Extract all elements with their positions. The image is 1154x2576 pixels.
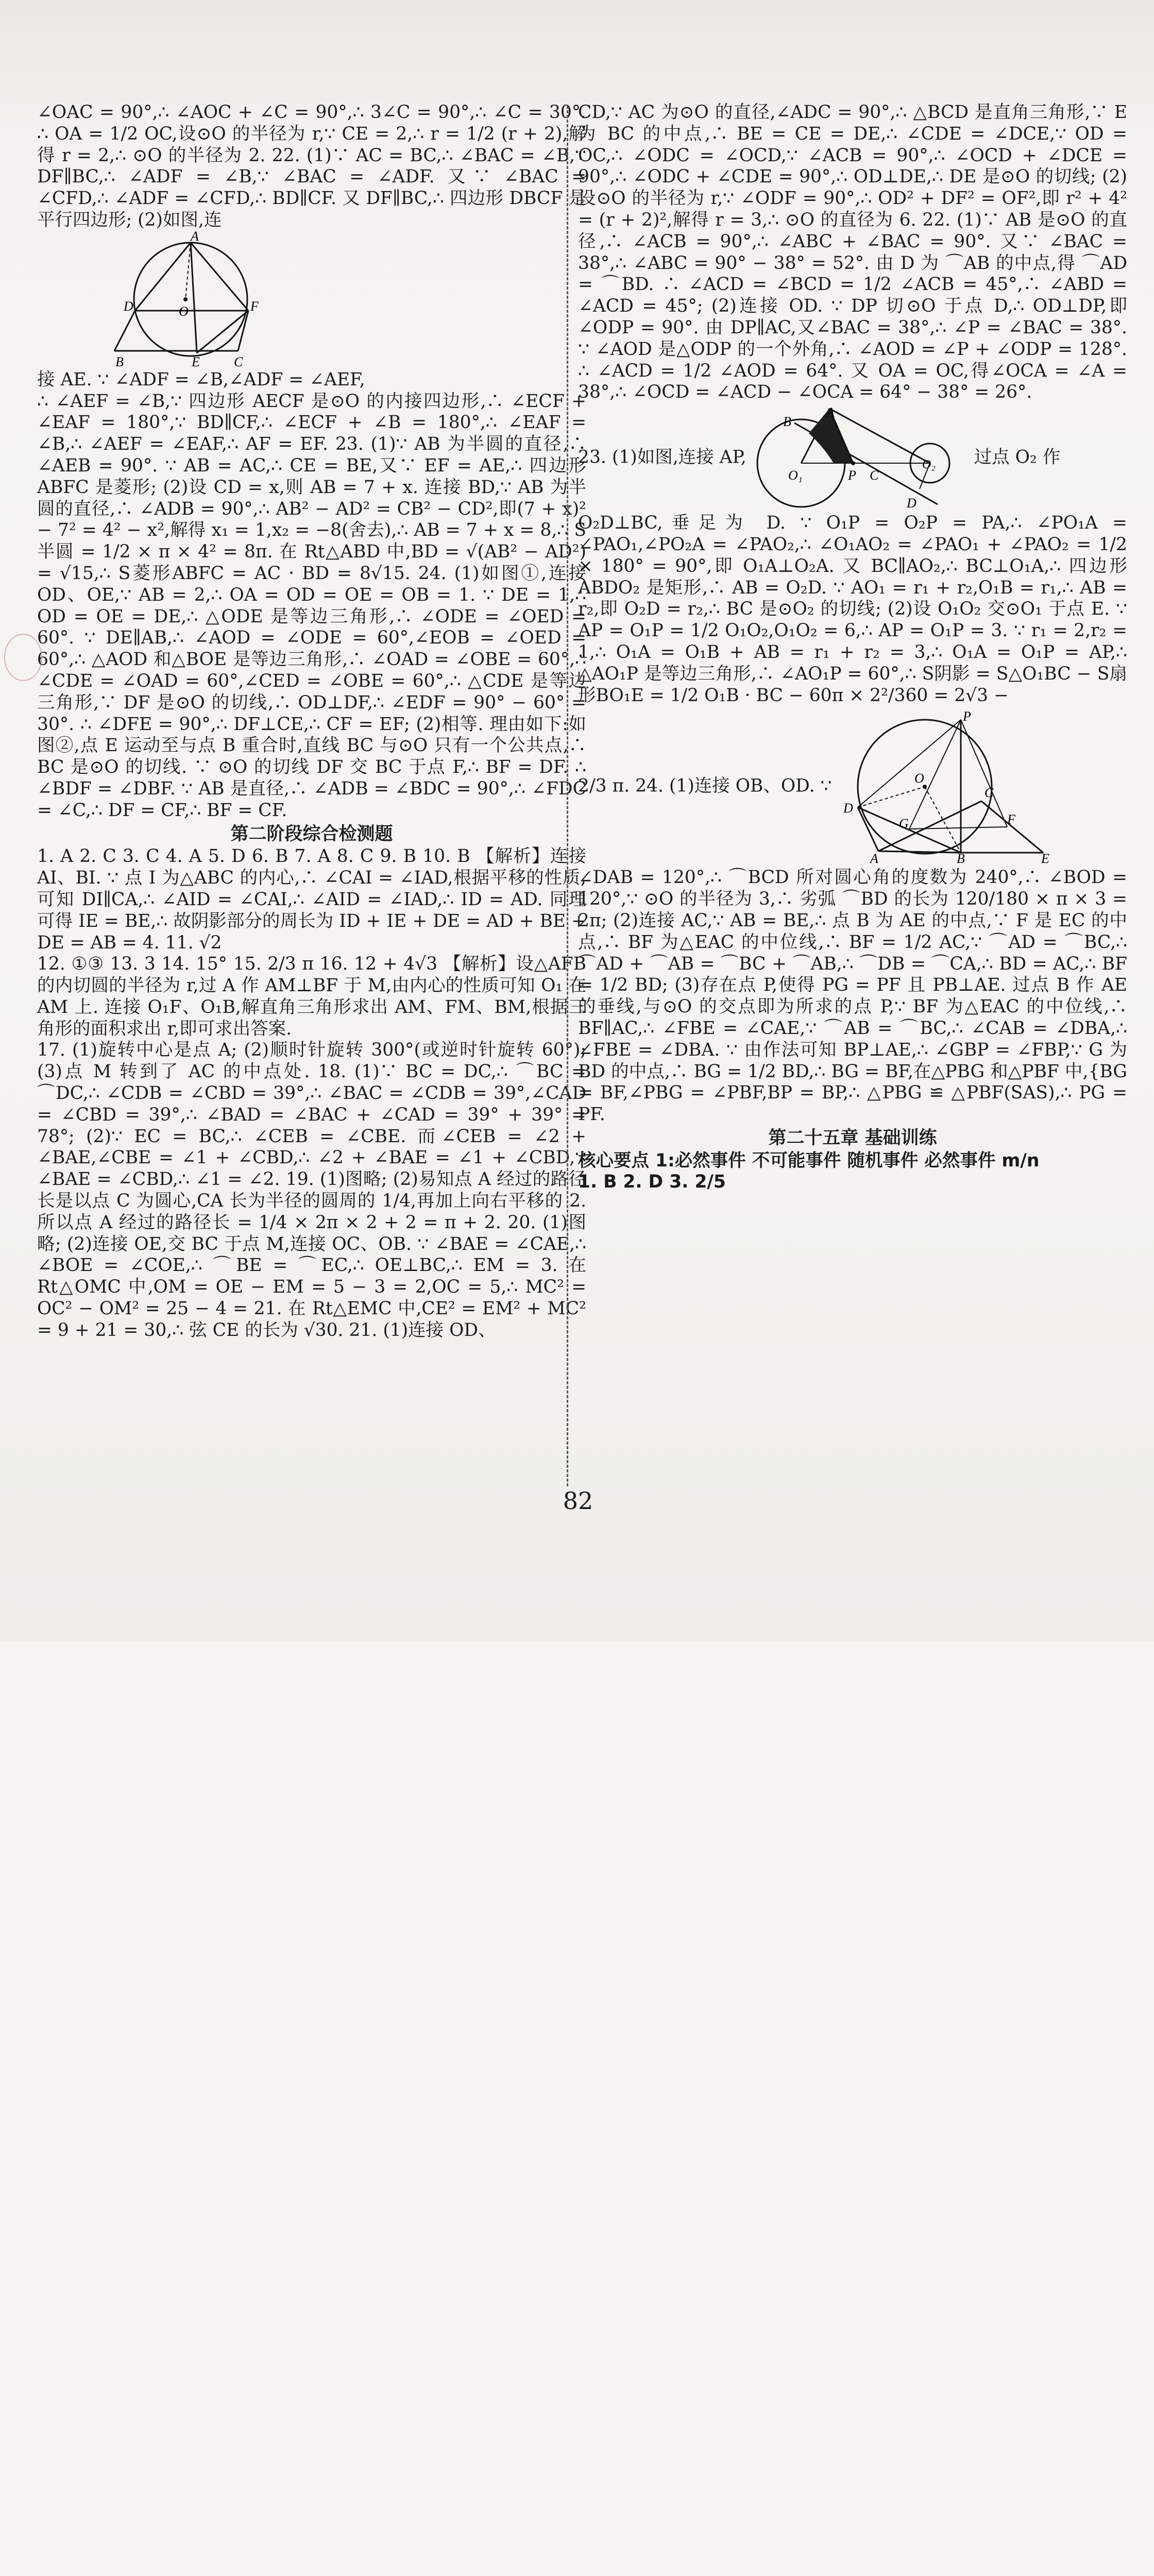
left-para-3: ∴ ∠AEF = ∠B,∵ 四边形 AECF 是⊙O 的内接四边形,∴ ∠ECF + ∠EAF = 180°,∵ BD∥CF,∴ ∠ECF + ∠B = 180°,∴ ∠EAF = ∠B,∴ ∠AEF = ∠EAF,∴ AF = EF. 23. (1)∵ AB 为半圆的直径,∴ ∠AEB = 90°. ∵ AB = AC,∴ CE = BE,又∵ EF = AE,∴ 四边形 ABFC 是菱形; (2)设 CD = x,则 AB = 7 + x. 连接 BD,∵ AB 为半圆的直径,∴ ∠ADB = 90°,∴ AB² − AD² = CB² − CD²,即(7 + x)² − 7² = 4² − x²,解得 x₁ = 1,x₂ = −8(舍去),∴ AB = 7 + x = 8,∴ S半圆 = 1/2 × π × 4² = 8π. 在 Rt△ABD 中,BD = √(AB² − AD²) = √15,∴ S菱形ABFC = AC · BD = 8√15. 24. (1)如图①,连接 OD、OE,∵ AB = 2,∴ OA = OD = OE = OB = 1. ∵ DE = 1,∴ OD = OE = DE,∴ △ODE 是等边三角形,∴ ∠ODE = ∠OED = 60°. ∵ DE∥AB,∴ ∠AOD = ∠ODE = 60°,∠EOB = ∠OED = 60°,∴ △AOD 和△BOE 是等边三角形,∴ ∠OAD = ∠OBE = 60°,∴ ∠CDE = ∠OAD = 60°,∠CED = ∠OBE = 60°,∴ △CDE 是等边三角形,∵ DF 是⊙O 的切线,∴ OD⊥DF,∴ ∠EDF = 90° − 60° = 30°. ∴ ∠DFE = 90°,∴ DF⊥CE,∴ CF = EF; (2)相等. 理由如下:如图②,点 E 运动至与点 B 重合时,直线 BC 与⊙O 只有一个公共点,∴ BC 是⊙O 的切线. ∵ ⊙O 的切线 DF 交 BC 于点 F,∴ BF = DF. ∴ ∠BDF = ∠DBF. ∵ AB 是直径,∴ ∠ADB = ∠BDC = 90°,∴ ∠FDC = ∠C,∴ DF = CF,∴ BF = CF. (37, 391, 586, 821)
fig3-row (578, 709, 1127, 867)
right-para-1: CD,∵ AC 为⊙O 的直径,∠ADC = 90°,∴ △BCD 是直角三角形,∵ E 为 BC 的中点,∴ BE = CE = DE,∴ ∠CDE = ∠DCE,∵ OD = OC,∴ ∠ODC = ∠OCD,∵ ∠ACB = 90°,∴ ∠OCD + ∠DCE = 90°,∴ ∠ODC + ∠CDE = 90°,∴ OD⊥DE,∴ DE 是⊙O 的切线; (2)设⊙O 的半径为 r,∵ ∠ODF = 90°,∴ OD² + DF² = OF²,即 r² + 4² = (r + 2)²,解得 r = 3,∴ ⊙O 的直径为 6. 22. (1)∵ AB 是⊙O 的直径,∴ ∠ACB = 90°,∴ ∠ABC + ∠BAC = 90°. 又∵ ∠BAC = 38°,∴ ∠ABC = 90° − 38° = 52°. 由 D 为 ⌒AB 的中点,得 ⌒AD = ⌒BD. ∴ ∠ACD = ∠BCD = 1/2 ∠ACB = 45°,∴ ∠ABD = ∠ACD = 45°; (2)连接 OD. ∵ DP 切⊙O 于点 D,∴ OD⊥DP,即∠ODP = 90°. 由 DP∥AC,又∠BAC = 38°,∴ ∠P = ∠BAC = 38°. ∵ ∠AOD 是△ODP 的一个外角,∴ ∠AOD = ∠P + ∠ODP = 128°. ∴ ∠ACD = 1/2 ∠AOD = 64°. 又 OA = OC,得∠OCA = ∠A = 38°,∴ ∠OCD = ∠ACD − ∠OCA = 64° − 38° = 26°. (578, 102, 1127, 403)
fig2-label-o2: O₂ (922, 458, 936, 472)
right-para-5: ∠DAB = 120°,∴ ⌒BCD 所对圆心角的度数为 240°,∴ ∠BOD = 120°,∵ ⊙O 的半径为 3,∴ 劣弧 ⌒BD 的长为 120/180 × π × 3 = 2π; (2)连接 AC,∵ AB = BE,∴ 点 B 为 AE 的中点,∵ F 是 EC 的中点,∴ BF 为△EAC 的中位线,∴ BF = 1/2 AC,∵ ⌒AD = ⌒BC,∴ ⌒AD + ⌒AB = ⌒BC + ⌒AB,∴ ⌒DB = ⌒CA,∴ BD = AC,∴ BF = 1/2 BD; (3)存在点 P,使得 PG = PF 且 PB⊥AE. 过点 B 作 AE 的垂线,与⊙O 的交点即为所求的点 P,∵ BF 为△EAC 的中位线,∴ BF∥AC,∴ ∠FBE = ∠CAE,∵ ⌒AB = ⌒BC,∴ ∠CAB = ∠DBA,∴ ∠FBE = ∠DBA. ∵ 由作法可知 BP⊥AE,∴ ∠GBP = ∠FBP,∵ G 为 BD 的中点,∴ BG = 1/2 BD,∴ BG = BF,在△PBG 和△PBF 中,{BG = BF,∠PBG = ∠PBF,BP = BP,∴ △PBG ≌ △PBF(SAS),∴ PG = PF. (578, 867, 1127, 1125)
right-para-3: O₂D⊥BC,垂足为 D. ∵ O₁P = O₂P = PA,∴ ∠PO₁A = ∠PAO₁,∠PO₂A = ∠PAO₂,∴ ∠O₁AO₂ = ∠PAO₁ + ∠PAO₂ = 1/2 × 180° = 90°,即 O₁A⊥O₂A. 又 BC∥AO₂,∴ BC⊥O₁A,∴ 四边形 ABDO₂ 是矩形,∴ AB = O₂D. ∵ AO₁ = r₁ + r₂,O₁B = r₁,∴ AB = r₂,即 O₂D = r₂,∴ BC 是⊙O₂ 的切线; (2)设 O₁O₂ 交⊙O₁ 于点 E. ∵ AP = O₁P = 1/2 O₁O₂,O₁O₂ = 6,∴ AP = O₁P = 3. ∵ r₁ = 2,r₂ = 1,∴ O₁A = O₁B + AB = r₁ + r₂ = 3,∴ O₁A = O₁P = AP,∴ △AO₁P 是等边三角形,∴ ∠AO₁P = 60°,∴ S阴影 = S△O₁BC − S扇形BO₁E = 1/2 O₁B · BC − 60π × 2²/360 = 2√3 − (578, 513, 1127, 706)
figure-two-circles (752, 406, 969, 510)
left-para-answers-2: 12. ①③ 13. 3 14. 15° 15. 2/3 π 16. 12 + 4√3 【解析】设△AFB 的内切圆的半径为 r,过 A 作 AM⊥BF 于 M,由内心的性质可知 O₁ 在 AM 上. 连接 O₁F、O₁B,解直角三角形求出 AM、FM、BM,根据三角形的面积求出 r,即可求出答案. (37, 954, 586, 1039)
fig3-label-p: P (963, 709, 972, 724)
right-key-points: 核心要点 1:必然事件 不可能事件 随机事件 必然事件 m/n (578, 1150, 1040, 1171)
right-para-2b: 过点 O₂ 作 (974, 447, 1061, 468)
fig1-label-d: D (124, 298, 133, 314)
left-para-1: ∠OAC = 90°,∴ ∠AOC + ∠C = 90°,∴ 3∠C = 90°,∴ ∠C = 30°. ∴ OA = 1/2 OC,设⊙O 的半径为 r,∵ CE = 2,∴ r = 1/2 (r + 2),解得 r = 2,∴ ⊙O 的半径为 2. 22. (1)∵ AC = BC,∴ ∠BAC = ∠B,∵ DF∥BC,∴ ∠ADF = ∠B,∵ ∠BAC = ∠ADF. 又∵ ∠BAC = ∠CFD,∴ ∠ADF = ∠CFD,∴ BD∥CF. 又 DF∥BC,∴ 四边形 DBCF 是平行四边形; (2)如图,连 (37, 102, 586, 230)
left-para-answers-1: 1. A 2. C 3. C 4. A 5. D 6. B 7. A 8. C 9. B 10. B 【解析】连接 AI、BI. ∵ 点 I 为△ABC 的内心,∴ ∠CAI = ∠IAD,根据平移的性质,可知 DI∥CA,∴ ∠AID = ∠CAI,∴ ∠AID = ∠IAD,∴ ID = AD. 同理可得 IE = BE,∴ 故阴影部分的周长为 ID + IE + DE = AD + BE + DE = AB = 4. 11. √2 (37, 846, 586, 953)
figure-circle-quadrilateral (115, 228, 264, 369)
fig1-label-c: C (234, 354, 243, 369)
section-title-chapter25: 第二十五章 基础训练 (768, 1127, 937, 1148)
right-para-2a: 23. (1)如图,连接 AP, (578, 447, 746, 468)
fig2-label-p: P (847, 468, 856, 483)
fig3-label-d: D (843, 801, 854, 816)
fig2-label-a: A (826, 405, 835, 420)
fig3-label-b: B (957, 851, 965, 867)
fig2-label-d: D (906, 496, 917, 511)
fig2-label-o1: O₁ (788, 468, 803, 483)
fig2-row (578, 406, 1127, 510)
fig1-label-e: E (192, 354, 200, 369)
right-answers: 1. B 2. D 3. 2/5 (578, 1172, 726, 1193)
left-column (37, 102, 586, 1342)
right-para-4: 2/3 π. 24. (1)连接 OB、OD. ∵ (578, 775, 832, 796)
fig3-label-f: F (1007, 812, 1016, 827)
page-number: 82 (563, 1487, 593, 1515)
fig2-label-b: B (783, 414, 791, 430)
fig1-label-b: B (115, 354, 124, 369)
fig3-label-a: A (870, 851, 879, 867)
fig3-label-c: C (985, 785, 994, 801)
fig1-label-a: A (191, 228, 199, 244)
left-para-2: 接 AE. ∵ ∠ADF = ∠B,∠ADF = ∠AEF, (37, 369, 365, 390)
right-column (578, 102, 1127, 1193)
library-stamp (4, 634, 42, 681)
column-divider (567, 106, 568, 1486)
fig3-label-o: O (914, 771, 925, 786)
fig2-label-c: C (869, 468, 879, 483)
fig3-label-e: E (1041, 851, 1050, 867)
left-para-answers-3: 17. (1)旋转中心是点 A; (2)顺时针旋转 300°(或逆时针旋转 60°); (3)点 M 转到了 AC 的中点处. 18. (1)∵ BC = DC,∴ ⌒BC = ⌒DC,∴ ∠CDB = ∠CBD = 39°,∴ ∠BAC = ∠CDB = 39°,∠CAD = ∠CBD = 39°,∴ ∠BAD = ∠BAC + ∠CAD = 39° + 39° = 78°; (2)∵ EC = BC,∴ ∠CEB = ∠CBE. 而∠CEB = ∠2 + ∠BAE,∠CBE = ∠1 + ∠CBD,∴ ∠2 + ∠BAE = ∠1 + ∠CBD,∵ ∠BAE = ∠CBD,∴ ∠1 = ∠2. 19. (1)图略; (2)易知点 A 经过的路径长是以点 C 为圆心,CA 长为半径的圆周的 1/4,再加上向右平移的 2. 所以点 A 经过的路径长 = 1/4 × 2π × 2 + 2 = π + 2. 20. (1)图略; (2)连接 OE,交 BC 于点 M,连接 OC、OB. ∵ ∠BAE = ∠CAE,∴ ∠BOE = ∠COE,∴ ⌒BE = ⌒EC,∴ OE⊥BC,∴ EM = 3. 在 Rt△OMC 中,OM = OE − EM = 5 − 3 = 2,OC = 5,∴ MC² = OC² − OM² = 25 − 4 = 21. 在 Rt△EMC 中,CE² = EM² + MC² = 9 + 21 = 30,∴ 弦 CE 的长为 √30. 21. (1)连接 OD、 (37, 1040, 586, 1341)
fig1-label-f: F (250, 298, 259, 314)
fig3-label-g: G (899, 816, 909, 832)
section-title-stage2: 第二阶段综合检测题 (230, 823, 393, 844)
fig1-label-o: O (179, 303, 189, 319)
figure-circle-quadrilateral-2 (837, 709, 1054, 867)
